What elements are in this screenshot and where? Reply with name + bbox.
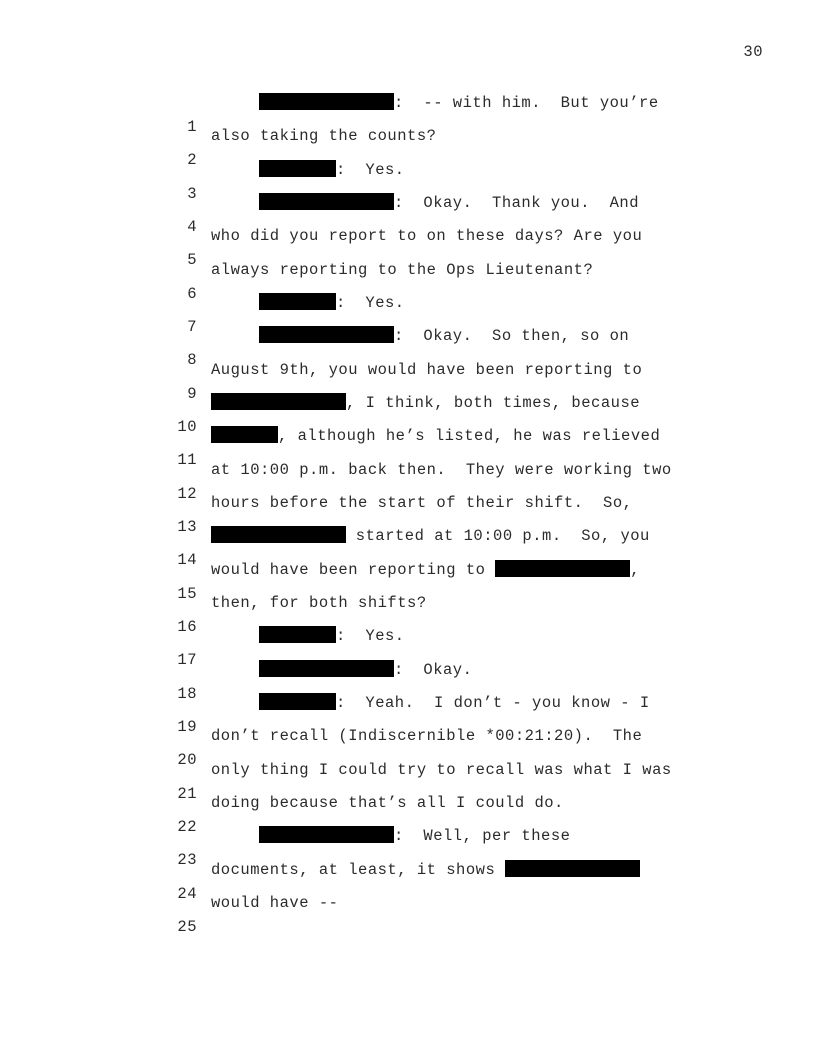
line-number: 1 — [187, 118, 197, 136]
line-number: 20 — [177, 751, 197, 769]
line-text-after: : Okay. So then, so on — [394, 327, 630, 345]
line-number: 17 — [177, 651, 197, 669]
line-text-after: , although he’s listed, he was relieved — [278, 427, 661, 445]
transcript-line — [0, 624, 700, 669]
line-number: 13 — [177, 518, 197, 536]
redaction-bar — [259, 93, 394, 110]
line-number: 6 — [187, 285, 197, 303]
line-number: 18 — [177, 685, 197, 703]
line-text — [259, 191, 639, 215]
page-number: 30 — [743, 43, 763, 61]
line-text-after: : -- with him. But you’re — [394, 94, 659, 112]
line-text — [211, 558, 640, 582]
line-text — [259, 324, 629, 348]
line-text — [259, 291, 405, 315]
line-text: hours before the start of their shift. So, — [211, 494, 633, 512]
line-text: at 10:00 p.m. back then. They were working two — [211, 461, 672, 479]
line-text-after: : Well, per these — [394, 827, 571, 845]
line-text — [211, 391, 640, 415]
line-text — [259, 91, 659, 115]
line-number: 10 — [177, 418, 197, 436]
redaction-bar — [259, 326, 394, 343]
line-text-after: : Okay. — [394, 661, 473, 679]
transcript-line — [0, 124, 700, 169]
line-text: who did you report to on these days? Are you — [211, 227, 643, 245]
line-number: 25 — [177, 918, 197, 936]
redaction-bar — [259, 693, 336, 710]
line-number: 4 — [187, 218, 197, 236]
line-number: 11 — [177, 451, 197, 469]
line-text: then, for both shifts? — [211, 594, 427, 612]
line-number: 15 — [177, 585, 197, 603]
line-text-after: : Yes. — [336, 627, 405, 645]
line-text-after: : Okay. Thank you. And — [394, 194, 640, 212]
redaction-bar — [259, 193, 394, 210]
redaction-bar — [211, 526, 346, 543]
line-number: 3 — [187, 185, 197, 203]
line-text: would have -- — [211, 894, 339, 912]
line-text — [259, 691, 650, 715]
line-text — [259, 658, 472, 682]
line-text-before: would have been reporting to — [211, 561, 496, 579]
line-number: 22 — [177, 818, 197, 836]
redaction-bar — [259, 826, 394, 843]
redaction-bar — [495, 560, 630, 577]
line-text-after: : Yes. — [336, 161, 405, 179]
transcript-line — [0, 524, 700, 569]
line-text — [211, 858, 640, 882]
line-text-after: : Yeah. I don’t - you know - I — [336, 694, 650, 712]
redaction-bar — [211, 393, 346, 410]
line-number: 7 — [187, 318, 197, 336]
line-text: doing because that’s all I could do. — [211, 794, 564, 812]
line-text: also taking the counts? — [211, 127, 437, 145]
transcript-line — [0, 824, 700, 869]
transcript-line — [0, 424, 700, 469]
line-text — [211, 524, 650, 548]
line-text: don’t recall (Indiscernible *00:21:20). The — [211, 727, 643, 745]
redaction-bar — [259, 160, 336, 177]
line-number: 21 — [177, 785, 197, 803]
line-text: only thing I could try to recall was what I was — [211, 761, 672, 779]
line-text-before: documents, at least, it shows — [211, 861, 506, 879]
line-number: 8 — [187, 351, 197, 369]
redaction-bar — [505, 860, 640, 877]
line-text — [259, 624, 405, 648]
redaction-bar — [259, 293, 336, 310]
line-text — [259, 824, 570, 848]
transcript-line — [0, 724, 700, 769]
line-text: August 9th, you would have been reporting to — [211, 361, 643, 379]
redaction-bar — [211, 426, 278, 443]
transcript-line — [0, 324, 700, 369]
transcript-line — [0, 224, 700, 269]
line-text-after: , I think, both times, because — [346, 394, 641, 412]
line-text — [211, 424, 660, 448]
line-text — [259, 158, 405, 182]
line-number: 14 — [177, 551, 197, 569]
redaction-bar — [259, 660, 394, 677]
transcript-line — [0, 891, 700, 936]
line-text: always reporting to the Ops Lieutenant? — [211, 261, 594, 279]
line-number: 16 — [177, 618, 197, 636]
line-text-after: : Yes. — [336, 294, 405, 312]
line-number: 24 — [177, 885, 197, 903]
line-number: 2 — [187, 151, 197, 169]
line-number: 9 — [187, 385, 197, 403]
line-text-after: , — [630, 561, 641, 579]
redaction-bar — [259, 626, 336, 643]
line-number: 23 — [177, 851, 197, 869]
line-number: 5 — [187, 251, 197, 269]
line-number: 12 — [177, 485, 197, 503]
line-number: 19 — [177, 718, 197, 736]
line-text-after: started at 10:00 p.m. So, you — [346, 527, 650, 545]
